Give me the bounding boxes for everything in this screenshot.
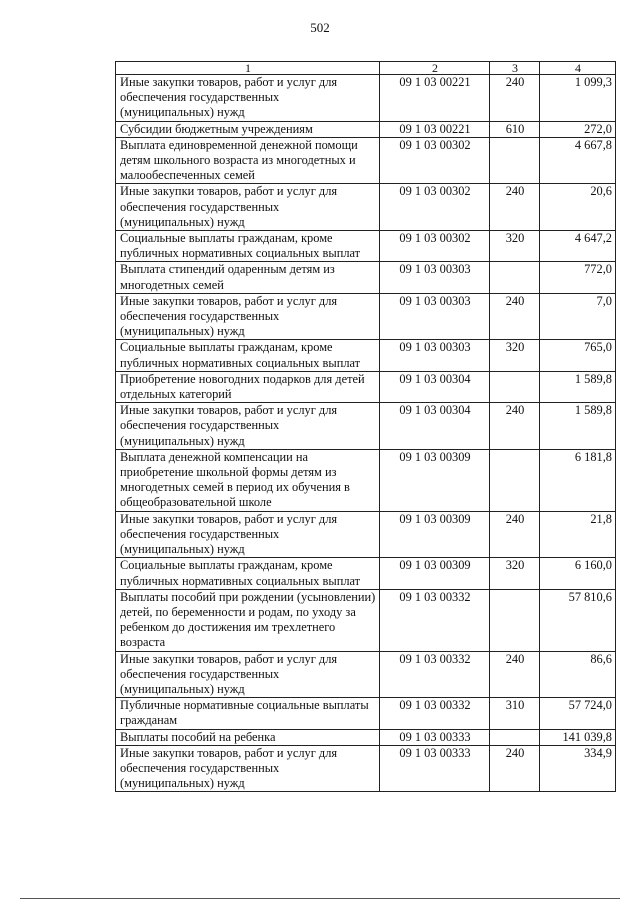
- header-cell-type: 3: [490, 62, 540, 75]
- row-code-cell: 09 1 03 00303: [380, 293, 490, 340]
- row-sum-cell: 772,0: [540, 262, 616, 293]
- table-row: [116, 184, 616, 231]
- row-code-cell: 09 1 03 00332: [380, 698, 490, 729]
- row-name-cell: Иные закупки товаров, работ и услуг для обеспечения государственных (муниципальных) нужд: [116, 651, 380, 698]
- row-code-cell: 09 1 03 00309: [380, 558, 490, 589]
- row-type-cell: 240: [490, 184, 540, 231]
- table-row: [116, 745, 616, 792]
- row-name-cell: Выплаты пособий на ребенка: [116, 729, 380, 745]
- row-name-cell: Социальные выплаты гражданам, кроме публичных нормативных социальных выплат: [116, 558, 380, 589]
- row-code-cell: 09 1 03 00332: [380, 651, 490, 698]
- row-type-cell: 240: [490, 511, 540, 558]
- table-row: [116, 75, 616, 122]
- header-cell-sum: 4: [540, 62, 616, 75]
- header-cell-name: 1: [116, 62, 380, 75]
- row-sum-cell: 57 810,6: [540, 589, 616, 651]
- table-row: [116, 651, 616, 698]
- row-type-cell: [490, 449, 540, 511]
- row-type-cell: [490, 137, 540, 184]
- row-code-cell: 09 1 03 00309: [380, 449, 490, 511]
- header-row: [116, 62, 616, 75]
- row-sum-cell: 20,6: [540, 184, 616, 231]
- row-type-cell: [490, 262, 540, 293]
- budget-table: [115, 61, 616, 792]
- row-name-cell: Приобретение новогодних подарков для детей отдельных категорий: [116, 371, 380, 402]
- table-row: [116, 403, 616, 450]
- table-row: [116, 262, 616, 293]
- table-body: [116, 75, 616, 792]
- table-row: [116, 449, 616, 511]
- row-sum-cell: 21,8: [540, 511, 616, 558]
- row-name-cell: Иные закупки товаров, работ и услуг для обеспечения государственных (муниципальных) нужд: [116, 403, 380, 450]
- table-row: [116, 371, 616, 402]
- row-name-cell: Социальные выплаты гражданам, кроме публичных нормативных социальных выплат: [116, 340, 380, 371]
- row-type-cell: 240: [490, 293, 540, 340]
- table-row: [116, 231, 616, 262]
- row-code-cell: 09 1 03 00302: [380, 184, 490, 231]
- row-code-cell: 09 1 03 00332: [380, 589, 490, 651]
- header-cell-code: 2: [380, 62, 490, 75]
- row-code-cell: 09 1 03 00302: [380, 137, 490, 184]
- row-name-cell: Выплата стипендий одаренным детям из многодетных семей: [116, 262, 380, 293]
- row-type-cell: [490, 371, 540, 402]
- row-type-cell: 610: [490, 121, 540, 137]
- row-type-cell: 240: [490, 651, 540, 698]
- table-row: [116, 558, 616, 589]
- row-name-cell: Выплата единовременной денежной помощи детям школьного возраста из многодетных и малообеспеченных семей: [116, 137, 380, 184]
- row-code-cell: 09 1 03 00333: [380, 745, 490, 792]
- row-sum-cell: 4 647,2: [540, 231, 616, 262]
- table-row: [116, 698, 616, 729]
- row-code-cell: 09 1 03 00303: [380, 340, 490, 371]
- row-type-cell: [490, 729, 540, 745]
- row-name-cell: Иные закупки товаров, работ и услуг для обеспечения государственных (муниципальных) нужд: [116, 184, 380, 231]
- row-sum-cell: 6 181,8: [540, 449, 616, 511]
- page-number: 502: [310, 20, 330, 35]
- row-type-cell: [490, 589, 540, 651]
- bottom-rule: [20, 898, 620, 899]
- row-name-cell: Социальные выплаты гражданам, кроме публичных нормативных социальных выплат: [116, 231, 380, 262]
- row-name-cell: Публичные нормативные социальные выплаты гражданам: [116, 698, 380, 729]
- row-code-cell: 09 1 03 00304: [380, 371, 490, 402]
- row-sum-cell: 765,0: [540, 340, 616, 371]
- table-row: [116, 340, 616, 371]
- row-sum-cell: 7,0: [540, 293, 616, 340]
- row-code-cell: 09 1 03 00221: [380, 75, 490, 122]
- row-code-cell: 09 1 03 00221: [380, 121, 490, 137]
- row-name-cell: Иные закупки товаров, работ и услуг для обеспечения государственных (муниципальных) нужд: [116, 293, 380, 340]
- row-sum-cell: 6 160,0: [540, 558, 616, 589]
- row-code-cell: 09 1 03 00333: [380, 729, 490, 745]
- row-sum-cell: 1 589,8: [540, 403, 616, 450]
- table-row: [116, 121, 616, 137]
- table-header: [116, 62, 616, 75]
- row-code-cell: 09 1 03 00309: [380, 511, 490, 558]
- row-type-cell: 320: [490, 558, 540, 589]
- row-type-cell: 320: [490, 231, 540, 262]
- row-sum-cell: 57 724,0: [540, 698, 616, 729]
- row-code-cell: 09 1 03 00303: [380, 262, 490, 293]
- row-type-cell: 320: [490, 340, 540, 371]
- row-name-cell: Иные закупки товаров, работ и услуг для обеспечения государственных (муниципальных) нужд: [116, 75, 380, 122]
- row-type-cell: 240: [490, 403, 540, 450]
- table-row: [116, 293, 616, 340]
- row-code-cell: 09 1 03 00302: [380, 231, 490, 262]
- row-sum-cell: 334,9: [540, 745, 616, 792]
- row-code-cell: 09 1 03 00304: [380, 403, 490, 450]
- row-sum-cell: 1 099,3: [540, 75, 616, 122]
- row-sum-cell: 141 039,8: [540, 729, 616, 745]
- row-sum-cell: 1 589,8: [540, 371, 616, 402]
- row-sum-cell: 272,0: [540, 121, 616, 137]
- row-sum-cell: 4 667,8: [540, 137, 616, 184]
- row-name-cell: Выплаты пособий при рождении (усыновлении) детей, по беременности и родам, по уходу за ребенком до достижения им трехлетнего возраста: [116, 589, 380, 651]
- table-row: [116, 511, 616, 558]
- row-type-cell: 310: [490, 698, 540, 729]
- table-row: [116, 729, 616, 745]
- table-row: [116, 589, 616, 651]
- row-name-cell: Субсидии бюджетным учреждениям: [116, 121, 380, 137]
- row-name-cell: Иные закупки товаров, работ и услуг для обеспечения государственных (муниципальных) нужд: [116, 511, 380, 558]
- table-row: [116, 137, 616, 184]
- row-type-cell: 240: [490, 745, 540, 792]
- row-name-cell: Выплата денежной компенсации на приобретение школьной формы детям из многодетных семей в период их обучения в общеобразовательной школе: [116, 449, 380, 511]
- row-name-cell: Иные закупки товаров, работ и услуг для обеспечения государственных (муниципальных) нужд: [116, 745, 380, 792]
- row-type-cell: 240: [490, 75, 540, 122]
- row-sum-cell: 86,6: [540, 651, 616, 698]
